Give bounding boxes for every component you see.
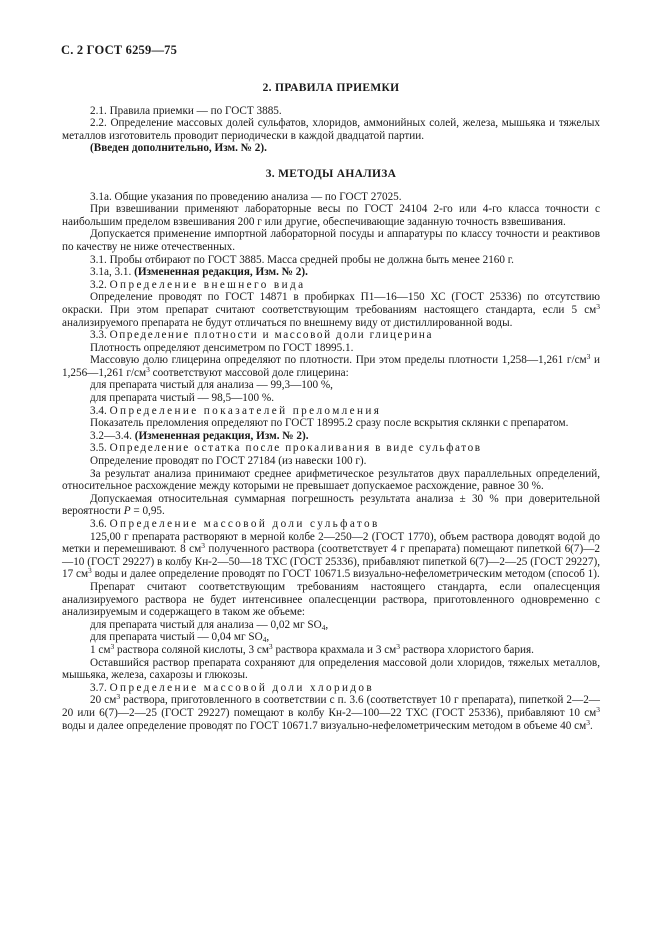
paragraph-3-5-error [62, 493, 600, 518]
heading-number: 3.6. [90, 518, 107, 530]
heading-number: 3.4. [90, 404, 107, 417]
text-run: . [589, 719, 593, 732]
text-run: = 0,95. [130, 505, 165, 518]
paragraph-3-1: 3.1. Пробы отбирают по ГОСТ 3885. Масса средней пробы не должна быть менее 2160 г. [90, 253, 514, 266]
superscript: 3 [586, 352, 591, 362]
superscript: 3 [396, 641, 401, 651]
subscript: 4 [262, 635, 267, 645]
heading-number: 3.3. [90, 329, 107, 342]
text-run: 20 см [90, 694, 117, 707]
paragraph-3-3-pure: для препарата чистый — 98,5—100 %. [90, 392, 274, 405]
heading-number: 3.7. [90, 681, 107, 694]
superscript: 3 [88, 566, 92, 576]
text-run: 125,00 г препарата растворяют в мерной колбе 2—250—2 (ГОСТ 1770), объем раствора доводят водой до метки и перемешивают. 8 см [62, 530, 600, 556]
subscript: 4 [321, 622, 326, 632]
heading-text: Определение остатка после прокаливания в виде сульфатов [109, 442, 482, 455]
text-run: анализируемого препарата не будут отличаться по внешнему виду от дистиллированной воды. [62, 316, 513, 329]
amendment-3-1a-3-1 [62, 266, 600, 279]
amendment-ref: 3.2—3.4. [90, 429, 132, 442]
superscript: 3 [586, 717, 590, 727]
heading-3-5 [62, 442, 600, 455]
text-run: воды и далее определение проводят по ГОСТ 10671.5 визуально-нефелометрическим методом (способ 1). [91, 568, 600, 581]
heading-text: Определение массовой доли сульфатов [109, 518, 380, 530]
paragraph-weighing: При взвешивании применяют лабораторные весы по ГОСТ 24104 2-го или 4-го класса точности с наибольшим пределом взвешивания 200 г или другие, обеспечивающие заданную точность взвешивания. [62, 203, 600, 228]
superscript: 3 [146, 364, 150, 374]
heading-text: Определение показателей преломления [109, 404, 382, 417]
amendment-note: (Измененная редакция, Изм. № 2). [134, 266, 308, 279]
amendment-3-2-3-4 [62, 430, 600, 443]
paragraph-3-6-remaining: Оставшийся раствор препарата сохраняют для определения массовой доли хлоридов, тяжелых металлов, мышьяка, железа, сахарозы и глюкозы. [62, 656, 600, 682]
heading-number: 3.2. [90, 278, 107, 291]
paragraph-3-6-reagents [62, 641, 600, 657]
superscript: 3 [201, 541, 205, 551]
paragraph-3-6-pure: для препарата чистый — 0,04 мг $SO_4$, [90, 631, 270, 645]
heading-number: 3.5. [90, 442, 107, 455]
superscript: 3 [110, 641, 115, 651]
heading-3-6 [62, 518, 600, 531]
text-run: Определение проводят по ГОСТ 14871 в пробирках П1—16—150 ХС (ГОСТ 25336) по отсутствию окраски. При этом препарат считают соответствующим требованиям настоящего стандарта, если 5 см [62, 291, 600, 316]
paragraph-3-5-method: Определение проводят по ГОСТ 27184 (из навески 100 г). [90, 455, 367, 468]
heading-text: Определение массовой доли хлоридов [109, 681, 375, 694]
page-content [62, 82, 600, 732]
text-run: воды и далее определение проводят по ГОСТ 10671.7 визуально-нефелометрическим методом в объеме 40 см [62, 719, 587, 732]
paragraph-3-3-density: Плотность определяют денсиметром по ГОСТ 18995.1. [90, 341, 354, 354]
paragraph-3-4: Показатель преломления определяют по ГОСТ 18995.2 сразу после вскрытия склянки с препаратом. [90, 417, 569, 430]
paragraph-3-6-pure-analysis: для препарата чистый для анализа — 0,02 мг $SO_4$, [90, 618, 329, 632]
amendment-ref: 3.1а, 3.1. [90, 266, 132, 279]
paragraph-3-3-glycerin [62, 354, 600, 379]
text-run: раствора хлористого бария. [400, 643, 534, 656]
page-header: С. 2 ГОСТ 6259—75 [61, 43, 178, 57]
heading-text: Определение плотности и массовой доли глицерина [109, 329, 434, 342]
superscript: 3 [268, 641, 273, 651]
paragraph-3-2 [62, 291, 600, 329]
heading-3-7 [62, 682, 600, 695]
superscript: 3 [596, 704, 600, 714]
text-run: Допускаемая относительная суммарная погрешность результата анализа ± 30 % при доверительной вероятности [62, 492, 600, 518]
superscript: 3 [116, 692, 121, 702]
amendment-note-2: (Введен дополнительно, Изм. № 2). [90, 142, 267, 155]
heading-text: Определение внешнего вида [109, 278, 306, 291]
text-run: соответствуют массовой доле глицерина: [149, 366, 349, 379]
text-run: для препарата чистый для анализа — 0,02 мг SO [90, 618, 322, 631]
paragraph-3-7-procedure [62, 694, 600, 732]
heading-3-3 [62, 329, 600, 342]
paragraph-2-2: 2.2. Определение массовых долей сульфатов, хлоридов, аммонийных солей, железа, мышьяка и тяжелых металлов изготовитель проводит периодически в каждой двадцатой партии. [62, 117, 600, 142]
text-run: для препарата чистый — 0,04 мг SO [90, 631, 263, 644]
text-run: 1 см [90, 643, 111, 656]
paragraph-3-5-result: За результат анализа принимают среднее арифметическое результатов двух параллельных определений, относительное расхождение между которыми не превышает допускаемое расхождение, равное 30 %. [62, 467, 600, 493]
paragraph-3-6-procedure [62, 531, 600, 581]
variable-p: P [123, 505, 131, 518]
text-run: раствора крахмала и 3 см [272, 643, 397, 656]
paragraph-3-1a: 3.1а. Общие указания по проведению анализа — по ГОСТ 27025. [90, 190, 402, 203]
paragraph-import: Допускается применение импортной лабораторной посуды и аппаратуры по классу точности и реактивов по качеству не ниже отечественных. [62, 228, 600, 253]
text-run: и 1,256—1,261 г/см [62, 354, 600, 379]
paragraph-3-6-criteria: Препарат считают соответствующим требованиям настоящего стандарта, если опалесценция анализируемого раствора не будет интенсивнее опалесценции раствора, приготовленного одновременно с анализируемым и содержащего в таком же объеме: [62, 580, 600, 619]
amendment-note: (Измененная редакция, Изм. № 2). [134, 429, 309, 442]
superscript: 3 [596, 301, 600, 311]
text-run: раствора, приготовленного в соответствии с п. 3.6 (соответствует 10 г препарата), пипеткой 2—2—20 или 6(7)—2—25 (ГОСТ 29227) помещают в колбу Кн-2—100—22 ТХС (ГОСТ 25336), прибавляют 10 см [62, 694, 600, 719]
section-2-title: 2. ПРАВИЛА ПРИЕМКИ [262, 82, 400, 94]
section-3-title: 3. МЕТОДЫ АНАЛИЗА [265, 167, 397, 180]
heading-3-4 [62, 405, 600, 418]
text-run: Массовую долю глицерина определяют по плотности. При этом пределы плотности 1,258—1,261 г/см [90, 354, 587, 367]
paragraph-3-3-pure-analysis: для препарата чистый для анализа — 99,3—100 %, [90, 379, 333, 392]
text-run: полученного раствора (соответствует 4 г препарата) помещают пипеткой 6(7)—2—10 (ГОСТ 29227) в колбу Кн-2—50—18 ТХС (ГОСТ 25336), прибавляют пипеткой 6(7)—2—25 (ГОСТ 29227), 17 см [62, 543, 600, 581]
text-run: раствора соляной кислоты, 3 см [114, 643, 269, 656]
paragraph-2-1: 2.1. Правила приемки — по ГОСТ 3885. [90, 104, 282, 117]
heading-3-2 [62, 279, 600, 292]
